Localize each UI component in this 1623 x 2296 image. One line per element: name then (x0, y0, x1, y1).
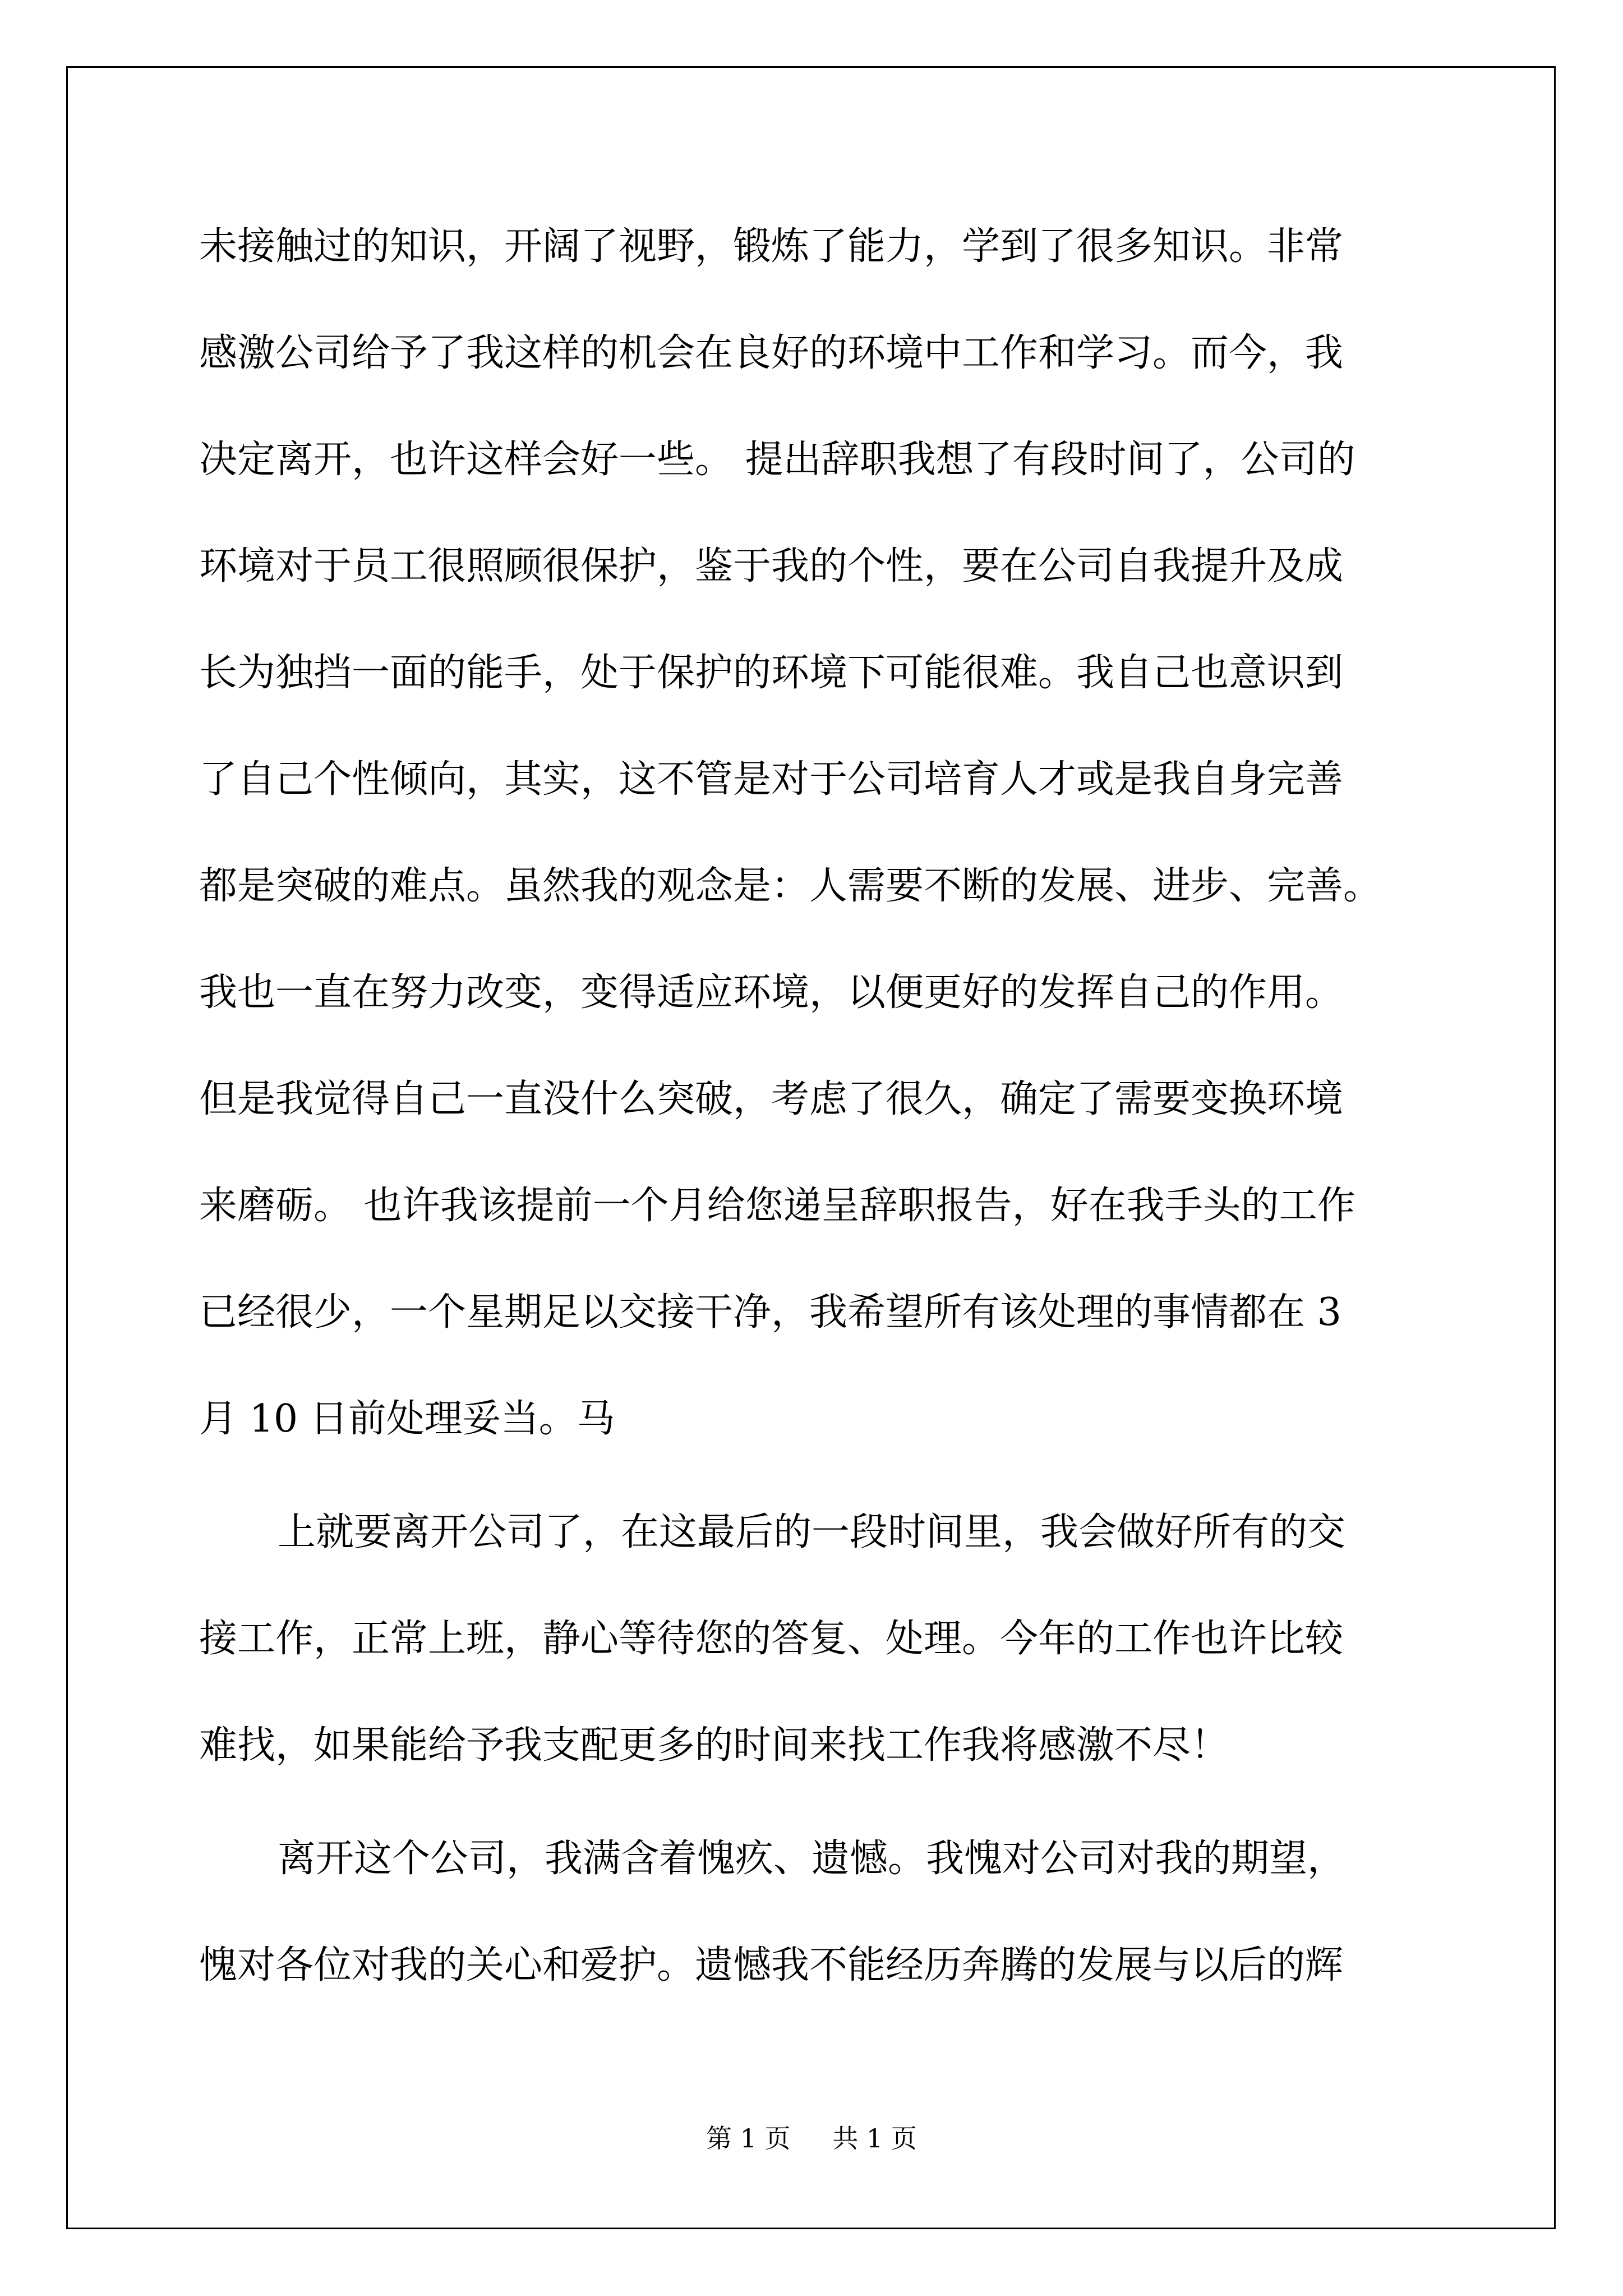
text-line: 感激公司给予了我这样的机会在良好的环境中工作和学习。而今，我 (199, 331, 1344, 375)
paragraph-2 (199, 1479, 1433, 1799)
text-line: 月 10 日前处理妥当。马 (199, 1397, 615, 1441)
text-line: 难找，如果能给予我支配更多的时间来找工作我将感激不尽！ (199, 1723, 1229, 1768)
text-line: 上就要离开公司了，在这最后的一段时间里，我会做好所有的交 (278, 1510, 1346, 1554)
text-line: 都是突破的难点。虽然我的观念是：人需要不断的发展、进步、完善。 (199, 864, 1382, 908)
paragraph-1 (199, 194, 1433, 1473)
text-line: 未接触过的知识，开阔了视野，锻炼了能力，学到了很多知识。非常 (199, 224, 1344, 269)
text-line: 离开这个公司，我满含着愧疚、遗憾。我愧对公司对我的期望， (278, 1837, 1346, 1881)
text-line: 我也一直在努力改变，变得适应环境，以便更好的发挥自己的作用。 (199, 970, 1344, 1015)
text-line: 环境对于员工很照顾很保护，鉴于我的个性，要在公司自我提升及成 (199, 544, 1344, 588)
document-body (199, 194, 1433, 2019)
text-line: 但是我觉得自己一直没什么突破，考虑了很久，确定了需要变换环境 (199, 1077, 1344, 1121)
page-total: 共 1 页 (832, 2123, 917, 2154)
page-footer (0, 2118, 1623, 2155)
paragraph-3 (199, 1806, 1433, 2019)
text-line: 决定离开，也许这样会好一些。 提出辞职我想了有段时间了，公司的 (199, 438, 1355, 482)
text-line: 了自己个性倾向，其实，这不管是对于公司培育人才或是我自身完善 (199, 757, 1344, 802)
page-number: 第 1 页 (706, 2123, 791, 2154)
text-line: 长为独挡一面的能手，处于保护的环境下可能很难。我自己也意识到 (199, 651, 1344, 695)
text-line: 愧对各位对我的关心和爱护。遗憾我不能经历奔腾的发展与以后的辉 (199, 1943, 1344, 1987)
text-line: 来磨砺。 也许我该提前一个月给您递呈辞职报告，好在我手头的工作 (199, 1184, 1355, 1228)
text-line: 已经很少，一个星期足以交接干净，我希望所有该处理的事情都在 3 (199, 1290, 1341, 1335)
text-line: 接工作，正常上班，静心等待您的答复、处理。今年的工作也许比较 (199, 1617, 1344, 1661)
